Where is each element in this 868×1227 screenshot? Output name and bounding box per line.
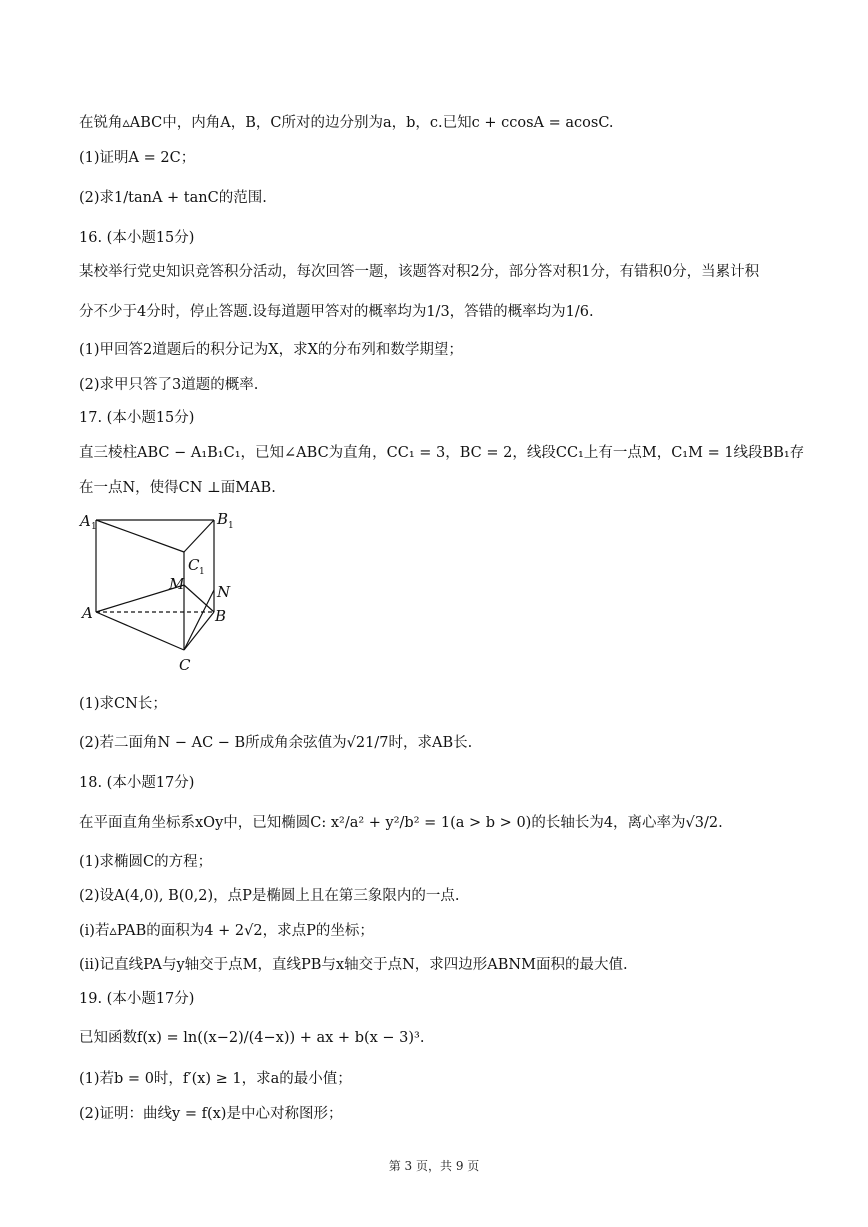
problem-19-part-1: (1)若b = 0时，f′(x) ≥ 1，求a的最小值； [79,1071,352,1087]
problem-17-part-2: (2)若二面角N − AC − B所成角余弦值为√21/7时，求AB长. [79,735,473,751]
problem-17-stem-line-1: 直三棱柱ABC − A₁B₁C₁，已知∠ABC为直角，CC₁ = 3，BC = 2，线段CC₁上有一点M，C₁M = 1线段BB₁存 [79,445,805,461]
problem-15-part-1: (1)证明A = 2C； [79,150,196,166]
problem-18-part-2-i: (i)若▵PAB的面积为4 + 2√2，求点P的坐标； [79,923,374,939]
problem-15-part-2: (2)求1/tanA + tanC的范围. [79,190,267,206]
problem-16-part-2: (2)求甲只答了3道题的概率. [79,377,259,393]
problem-18-part-1: (1)求椭圆C的方程； [79,854,213,870]
page-footer: 第 3 页，共 9 页 [388,1159,480,1173]
label-b1-sub: 1 [228,521,234,531]
label-a1-sub: 1 [91,522,97,532]
problem-18-part-2-ii: (ii)记直线PA与y轴交于点M，直线PB与x轴交于点N，求四边形ABNM面积的最大值. [79,957,628,973]
edge-a-c [96,612,184,650]
problem-17-heading: 17. (本小题15分) [79,410,195,426]
edge-c-b [184,612,214,650]
problem-19-stem: 已知函数f(x) = ln((x−2)/(4−x)) + ax + b(x − 3)³. [79,1030,425,1046]
problem-18-part-2: (2)设A(4,0), B(0,2)，点P是椭圆上且在第三象限内的一点. [79,888,460,904]
problem-15-stem: 在锐角▵ABC中，内角A，B，C所对的边分别为a，b，c.已知c + ccosA = acosC. [79,115,614,131]
problem-16-part-1: (1)甲回答2道题后的积分记为X，求X的分布列和数学期望； [79,342,463,358]
problem-18-heading: 18. (本小题17分) [79,775,195,791]
label-a: A [82,604,93,622]
problem-16-heading: 16. (本小题15分) [79,230,195,246]
label-b1: B [217,510,229,528]
label-c1: C [188,556,200,574]
problem-17-stem-line-2: 在一点N，使得CN ⊥面MAB. [79,480,276,496]
label-b: B [215,607,227,625]
label-c1-sub: 1 [199,567,205,577]
label-c: C [179,656,191,674]
label-a1: A [80,512,91,530]
problem-17-part-1: (1)求CN长； [79,696,167,712]
problem-16-stem-line-1: 某校举行党史知识竞答积分活动，每次回答一题，该题答对积2分，部分答对积1分，有错积0分，当累计积 [79,264,760,280]
prism-figure [76,507,246,679]
label-n: N [217,583,231,601]
problem-19-part-2: (2)证明：曲线y = f(x)是中心对称图形； [79,1106,343,1122]
problem-18-stem: 在平面直角坐标系xOy中，已知椭圆C: x²/a² + y²/b² = 1(a > b > 0)的长轴长为4，离心率为√3/2. [79,815,723,831]
problem-16-stem-line-2: 分不少于4分时，停止答题.设每道题甲答对的概率均为1/3，答错的概率均为1/6. [79,304,594,320]
edge-a1-c1 [96,520,184,552]
label-m: M [169,575,185,593]
problem-19-heading: 19. (本小题17分) [79,991,195,1007]
edge-c1-b1 [184,520,214,552]
